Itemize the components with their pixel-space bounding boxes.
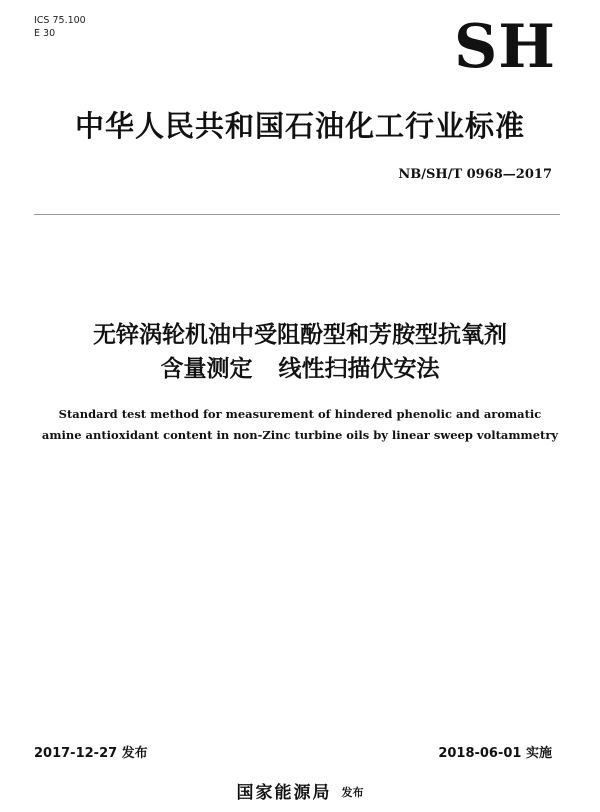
publisher [0, 778, 600, 803]
issue-date: 2017-12-27 发布 [34, 746, 148, 761]
publisher-name: 国家能源局 [236, 783, 332, 803]
publisher-suffix: 发布 [341, 786, 364, 799]
chinese-title [0, 318, 600, 386]
chinese-title-line1: 无锌涡轮机油中受阻酚型和芳胺型抗氧剂 [93, 322, 507, 348]
chinese-title-line2-part2: 线性扫描伏安法 [278, 356, 440, 382]
english-title [0, 404, 600, 446]
ics-code: ICS 75.100 [34, 15, 86, 26]
chinese-title-line2 [0, 352, 600, 386]
chinese-title-line2-part1: 含量测定 [160, 356, 253, 382]
standard-number: NB/SH/T 0968—2017 [398, 167, 552, 182]
ccs-code: E 30 [34, 28, 56, 39]
divider-line [34, 214, 560, 215]
classification-codes [34, 14, 86, 40]
english-title-line1: Standard test method for measurement of hindered phenolic and aromatic [58, 407, 542, 421]
english-title-line2: amine antioxidant content in non-Zinc turbine oils by linear sweep voltammetry [41, 428, 559, 442]
implementation-date: 2018-06-01 实施 [438, 746, 552, 761]
organization-title: 中华人民共和国石油化工行业标准 [74, 109, 525, 143]
sh-logo: SH [453, 12, 556, 82]
